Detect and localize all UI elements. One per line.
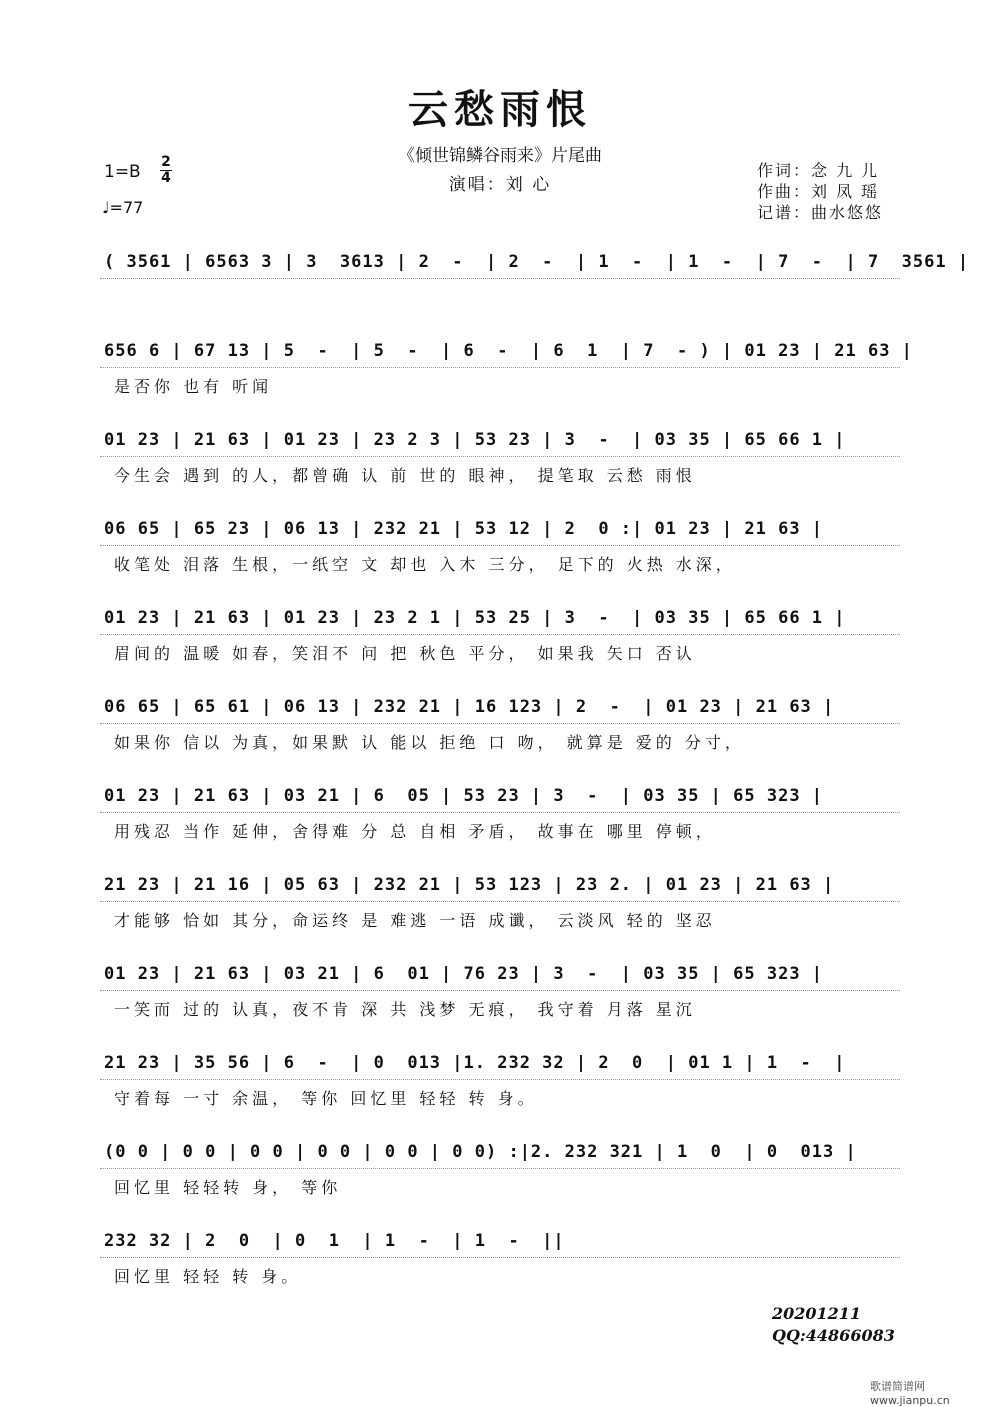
song-subtitle: 《倾世锦鳞谷雨来》片尾曲	[398, 146, 602, 166]
score-system	[100, 248, 970, 313]
notation-line	[100, 1227, 900, 1258]
time-signature	[160, 155, 172, 186]
notation-line	[100, 1138, 900, 1169]
score-system	[100, 515, 900, 580]
score-system	[100, 1227, 900, 1292]
lyrics-line: 如果你 信以 为真，如果默 认 能以 拒绝 口 吻， 就算是 爱的 分寸，	[114, 733, 745, 752]
lyrics-line: 才能够 恰如 其分，命运终 是 难逃 一语 成谶， 云淡风 轻的 坚忍	[114, 911, 716, 930]
site-watermark: 歌谱简谱网 www.jianpu.cn	[870, 1380, 950, 1407]
notation-line	[100, 960, 900, 991]
composer-credit: 作曲：刘 凤 瑶	[757, 182, 880, 201]
lyrics-line: 收笔处 泪落 生根，一纸空 文 却也 入木 三分， 足下的 火热 水深，	[114, 555, 736, 574]
transcription-date: 20201211	[772, 1304, 862, 1323]
lyrics-line: 回忆里 轻轻 转 身。	[114, 1267, 302, 1286]
notation-line	[100, 782, 900, 813]
score-system	[100, 426, 900, 491]
lyrics-line: 守着每 一寸 余温， 等你 回忆里 轻轻 转 身。	[114, 1089, 538, 1108]
notation-text: (0 0 | 0 0 | 0 0 | 0 0 | 0 0 | 0 0) :|2. 232 321 | 1 0 | 0 013 |	[104, 1142, 857, 1162]
notation-line	[100, 604, 900, 635]
score-system	[100, 1049, 900, 1114]
score-system	[100, 871, 900, 936]
score-system	[100, 782, 900, 847]
notation-text: 01 23 | 21 63 | 03 21 | 6 01 | 76 23 | 3 - | 03 35 | 65 323 |	[104, 964, 824, 984]
lyrics-line: 用残忍 当作 延伸，舍得难 分 总 自相 矛盾， 故事在 哪里 停顿，	[114, 822, 716, 841]
lyrics-line: 回忆里 轻轻转 身， 等你	[114, 1178, 342, 1197]
score-system	[100, 960, 900, 1025]
notation-text: 232 32 | 2 0 | 0 1 | 1 - | 1 - ||	[104, 1231, 565, 1251]
lyrics-line: 眉间的 温暖 如春，笑泪不 问 把 秋色 平分， 如果我 矢口 否认	[114, 644, 696, 663]
notation-text: 06 65 | 65 61 | 06 13 | 232 21 | 16 123 | 2 - | 01 23 | 21 63 |	[104, 697, 835, 717]
notation-line	[100, 693, 900, 724]
notation-text: 06 65 | 65 23 | 06 13 | 232 21 | 53 12 | 2 0 :| 01 23 | 21 63 |	[104, 519, 824, 539]
singer-credit: 演唱：刘 心	[448, 175, 552, 195]
notation-text: 21 23 | 21 16 | 05 63 | 232 21 | 53 123 | 23 2. | 01 23 | 21 63 |	[104, 875, 835, 895]
song-title: 云愁雨恨	[408, 86, 592, 133]
lyricist-credit: 作词：念 九 儿	[757, 161, 880, 180]
key-signature: 1=B	[104, 162, 141, 182]
score-system	[100, 604, 900, 669]
notation-line	[100, 871, 900, 902]
notation-line	[100, 337, 913, 368]
lyrics-line: 是否你 也有 听闻	[114, 377, 273, 396]
notation-text: 01 23 | 21 63 | 03 21 | 6 05 | 53 23 | 3 - | 03 35 | 65 323 |	[104, 786, 824, 806]
score-system	[100, 693, 900, 758]
notation-line	[100, 248, 970, 279]
credits-block	[757, 160, 883, 223]
notation-text: 21 23 | 35 56 | 6 - | 0 013 |1. 232 32 | 2 0 | 01 1 | 1 - |	[104, 1053, 846, 1073]
time-signature-bottom: 4	[161, 170, 171, 186]
notation-line	[100, 1049, 900, 1080]
time-signature-top: 2	[161, 154, 171, 170]
notation-text: 01 23 | 21 63 | 01 23 | 23 2 1 | 53 25 | 3 - | 03 35 | 65 66 1 |	[104, 608, 846, 628]
score-system	[100, 1138, 900, 1203]
lyrics-line: 今生会 遇到 的人，都曾确 认 前 世的 眼神， 提笔取 云愁 雨恨	[114, 466, 696, 485]
tempo-marking: ♩=77	[102, 198, 144, 217]
notation-line	[100, 515, 900, 546]
notation-text: ( 3561 | 6563 3 | 3 3613 | 2 - | 2 - | 1 - | 1 - | 7 - | 7 3561 |	[104, 252, 970, 272]
notation-text: 656 6 | 67 13 | 5 - | 5 - | 6 - | 6 1 | 7 - ) | 01 23 | 21 63 |	[104, 341, 913, 361]
transcriber-credit: 记谱：曲水悠悠	[757, 203, 884, 222]
transcription-footer	[772, 1303, 895, 1347]
notation-line	[100, 426, 900, 457]
contact-qq: QQ:44866083	[772, 1326, 895, 1345]
score-system	[100, 337, 913, 402]
lyrics-line	[100, 285, 900, 313]
notation-text: 01 23 | 21 63 | 01 23 | 23 2 3 | 53 23 | 3 - | 03 35 | 65 66 1 |	[104, 430, 846, 450]
lyrics-line: 一笑而 过的 认真，夜不肯 深 共 浅梦 无痕， 我守着 月落 星沉	[114, 1000, 696, 1019]
